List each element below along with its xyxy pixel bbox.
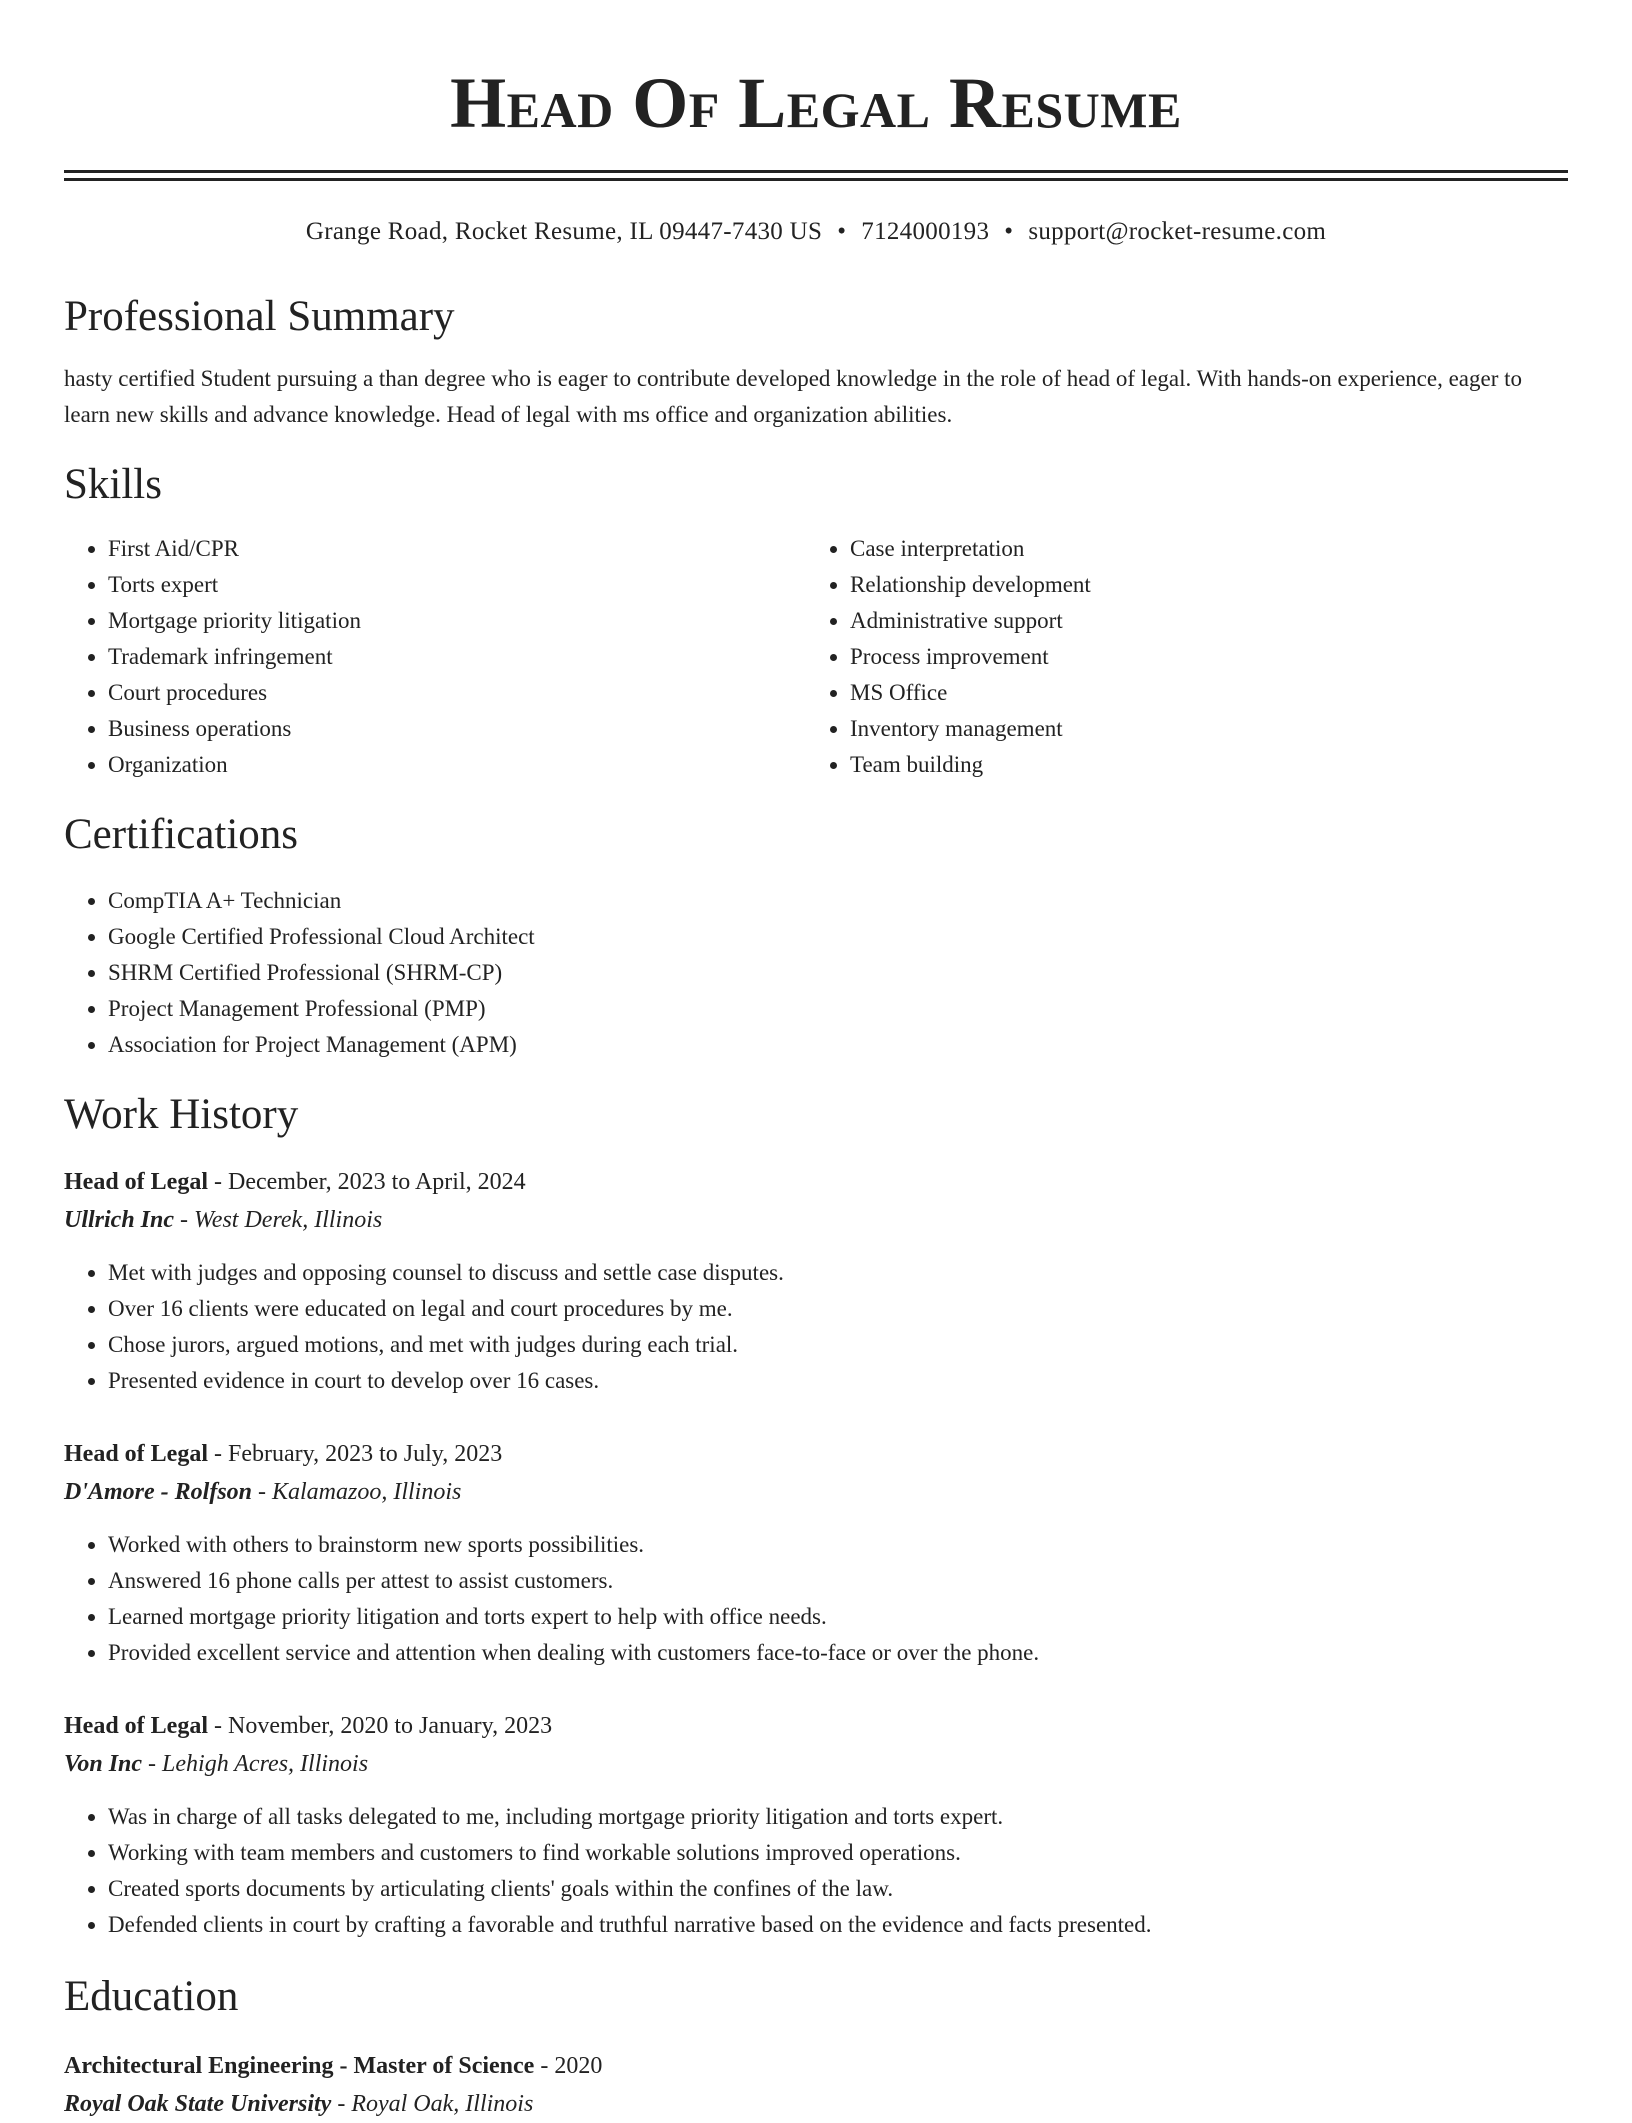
resume-page: [64, 0, 1568, 2123]
certifications-list: [64, 883, 1568, 1063]
job-duties: [64, 1799, 1568, 1943]
job-company: D'Amore - Rolfson: [64, 1479, 253, 1505]
skills-list-right: [806, 531, 1548, 783]
job-duty: • Working with team members and customers to find workable solutions improved operations.: [108, 1835, 1568, 1871]
skills-heading: Skills: [64, 461, 162, 508]
job-company: Ullrich Inc: [64, 1207, 175, 1233]
work-history-heading: Work History: [64, 1091, 299, 1138]
job-entry: [64, 1435, 1568, 1671]
job-entry: [64, 1163, 1568, 1399]
job-duty: • Learned mortgage priority litigation and torts expert to help with office needs.: [108, 1599, 1568, 1635]
skill-item: • Relationship development: [850, 567, 1548, 603]
contact-separator: •: [837, 218, 847, 245]
job-dates: - November, 2020 to January, 2023: [208, 1713, 553, 1739]
summary-text: hasty certified Student pursuing a than degree who is eager to contribute developed knowledge in the role of head of legal. With hands-on experience, eager to learn new skills and advance knowledge. Head of legal with ms office and organization abilities.: [64, 366, 1523, 427]
job-duty: • Was in charge of all tasks delegated to me, including mortgage priority litigation and torts expert.: [108, 1799, 1568, 1835]
job-company: Von Inc: [64, 1751, 143, 1777]
skill-item: • Organization: [108, 747, 806, 783]
skill-item: • Team building: [850, 747, 1548, 783]
job-duties: [64, 1527, 1568, 1671]
summary-heading: Professional Summary: [64, 293, 455, 340]
job-title: Head of Legal: [64, 1713, 208, 1739]
job-company-line: [64, 1201, 1568, 1239]
contact-line: [64, 217, 1568, 247]
contact-email: support@rocket-resume.com: [1028, 218, 1327, 245]
work-history-list: [64, 1163, 1568, 1943]
skills-left-column: [64, 531, 806, 783]
education-location: - Royal Oak, Illinois: [331, 2091, 534, 2117]
skills-columns: [64, 531, 1568, 783]
job-duty: • Presented evidence in court to develop over 16 cases.: [108, 1363, 1568, 1399]
job-location: - West Derek, Illinois: [174, 1207, 383, 1233]
skill-item: • MS Office: [850, 675, 1548, 711]
job-duty: • Answered 16 phone calls per attest to assist customers.: [108, 1563, 1568, 1599]
job-duty: • Worked with others to brainstorm new sports possibilities.: [108, 1527, 1568, 1563]
contact-address: Grange Road, Rocket Resume, IL 09447-7430 US: [305, 218, 823, 245]
job-company-line: [64, 1745, 1568, 1783]
page-title: Head Of Legal Resume: [450, 63, 1182, 143]
job-duty: • Met with judges and opposing counsel to discuss and settle case disputes.: [108, 1255, 1568, 1291]
certification-item: • SHRM Certified Professional (SHRM-CP): [108, 955, 1568, 991]
job-location: - Lehigh Acres, Illinois: [142, 1751, 369, 1777]
skill-item: • Court procedures: [108, 675, 806, 711]
skill-item: • Torts expert: [108, 567, 806, 603]
job-duty: • Created sports documents by articulating clients' goals within the confines of the law.: [108, 1871, 1568, 1907]
skill-item: • Trademark infringement: [108, 639, 806, 675]
job-dates: - February, 2023 to July, 2023: [208, 1441, 503, 1467]
skill-item: • Process improvement: [850, 639, 1548, 675]
job-duty: • Over 16 clients were educated on legal and court procedures by me.: [108, 1291, 1568, 1327]
job-duty: • Provided excellent service and attention when dealing with customers face-to-face or over the phone.: [108, 1635, 1568, 1671]
job-title: Head of Legal: [64, 1169, 208, 1195]
skill-item: • First Aid/CPR: [108, 531, 806, 567]
job-duty: • Chose jurors, argued motions, and met with judges during each trial.: [108, 1327, 1568, 1363]
job-duty: • Defended clients in court by crafting a favorable and truthful narrative based on the evidence and facts presented.: [108, 1907, 1568, 1943]
certification-item: • Google Certified Professional Cloud Architect: [108, 919, 1568, 955]
education-year: - 2020: [534, 2053, 603, 2079]
education-degree-line: [64, 2047, 1568, 2085]
certification-item: • Project Management Professional (PMP): [108, 991, 1568, 1027]
certification-item: • Association for Project Management (APM): [108, 1027, 1568, 1063]
job-title-line: [64, 1435, 1568, 1473]
job-dates: - December, 2023 to April, 2024: [208, 1169, 526, 1195]
education-degree: Architectural Engineering - Master of Science: [64, 2053, 535, 2079]
certifications-heading: Certifications: [64, 811, 299, 858]
job-duties: [64, 1255, 1568, 1399]
skills-right-column: [806, 531, 1548, 783]
education-heading: Education: [64, 1973, 239, 2020]
education-school: Royal Oak State University: [64, 2091, 332, 2117]
title-divider: [64, 170, 1568, 181]
education-school-line: [64, 2085, 1568, 2123]
skill-item: • Inventory management: [850, 711, 1548, 747]
skill-item: • Business operations: [108, 711, 806, 747]
skill-item: • Administrative support: [850, 603, 1548, 639]
skill-item: • Mortgage priority litigation: [108, 603, 806, 639]
contact-separator: •: [1004, 218, 1014, 245]
job-location: - Kalamazoo, Illinois: [252, 1479, 462, 1505]
skills-list-left: [64, 531, 806, 783]
job-title-line: [64, 1707, 1568, 1745]
skill-item: • Case interpretation: [850, 531, 1548, 567]
job-title: Head of Legal: [64, 1441, 208, 1467]
job-company-line: [64, 1473, 1568, 1511]
certification-item: • CompTIA A+ Technician: [108, 883, 1568, 919]
contact-phone: 7124000193: [861, 218, 990, 245]
job-entry: [64, 1707, 1568, 1943]
job-title-line: [64, 1163, 1568, 1201]
